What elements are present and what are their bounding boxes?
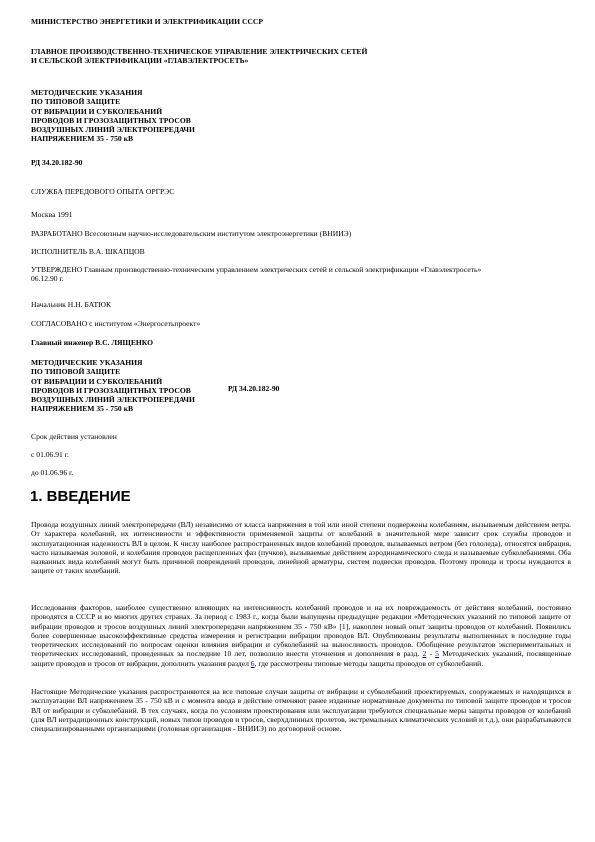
paragraph-text: , где рассмотрены типовые методы защиты проводов от субколебаний.	[254, 658, 484, 668]
document-title	[31, 88, 195, 144]
intro-paragraph-2	[31, 603, 571, 668]
chief: Начальник Н.Н. БАТЮК	[31, 300, 112, 309]
section-title: 1. ВВЕДЕНИЕ	[30, 488, 131, 505]
table-title-line: ПО ТИПОВОЙ ЗАЩИТЕ	[31, 367, 121, 377]
service-name: СЛУЖБА ПЕРЕДОВОГО ОПЫТА ОРГРЭС	[31, 187, 175, 196]
table-title-line: НАПРЯЖЕНИЕМ 35 - 750 кВ	[31, 404, 134, 414]
table-title-line: ВОЗДУШНЫХ ЛИНИЙ ЭЛЕКТРОПЕРЕДАЧИ	[31, 395, 195, 405]
paragraph-text: Методических указаний, посвященные защите проводов и тросов от вибрации, дополнить указания раздел	[31, 649, 571, 668]
section-link-5[interactable]: 5	[435, 649, 439, 659]
approved-by	[31, 265, 571, 284]
approved-line: УТВЕРЖДЕНО Главным производственно-техническим управлением электрических сетей и сельской электрификации «Главэлектросеть»	[31, 265, 482, 274]
developed-by: РАЗРАБОТАНО Всесоюзным научно-исследовательским институтом электроэнергетики (ВНИИЭ)	[31, 229, 352, 238]
validity-label: Срок действия установлен	[31, 432, 117, 441]
ministry-heading: МИНИСТЕРСТВО ЭНЕРГЕТИКИ И ЭЛЕКТРИФИКАЦИИ СССР	[31, 17, 264, 26]
table-title-line: ОТ ВИБРАЦИИ И СУБКОЛЕБАНИЙ	[31, 376, 163, 386]
department-line: ГЛАВНОЕ ПРОИЗВОДСТВЕННО-ТЕХНИЧЕСКОЕ УПРАВЛЕНИЕ ЭЛЕКТРИЧЕСКИХ СЕТЕЙ	[31, 47, 368, 56]
approved-date: 06.12.90 г.	[31, 274, 64, 284]
intro-paragraph-3: Настоящие Методические указания распространяются на все типовые случаи защиты от вибрации и субколебаний проектируемых, сооружаемых и находящихся в эксплуатации ВЛ напряжением 35 - 750 кВ и с момента ввода в действие отменяют ранее изданные нормативные документы по типовой защите проводов и тросов ВЛ от вибрации и субколебаний. В тех случаях, когда по условиям проектирования или эксплуатации требуются специальные меры защиты проводов от колебаний (для ВЛ нетрадиционных конструкций, новых типов проводов и тросов, сверхдлинных пролетов, экстремальных климатических условий и т.д.), они разрабатываются специализированными организациями (головная организация - ВНИИЭ) по договорной основе.	[31, 687, 571, 734]
paragraph-text: Исследования факторов, наиболее существенно влияющих на интенсивность колебаний проводов и на их повреждаемость от действия колебаний, постоянно проводятся в СССР и во многих других странах. За период с 1983 г., когда были выпущены предыдущие редакции «Методических указаний по типовой защите от вибрации проводов и тросов воздушных линий электропередачи напряжением 35 - 750 кВ» [1], накоплен новый опыт защиты проводов от колебаний. Появились более совершенные высокоэффективные средства измерения и регистрации вибрации проводов ВЛ. Опубликованы результаты выполненных в последние годы теоретических исследований по вопросам оценки влияния вибрации и субколебаний на выносливость проводов. Обобщение результатов экспериментальных и теоретических исследований, проведенных за последние 10 лет, позволило внести уточнения и дополнения в разд.	[31, 603, 571, 659]
table-title-line: МЕТОДИЧЕСКИЕ УКАЗАНИЯ	[31, 358, 143, 367]
chief-engineer: Главный инженер В.С. ЛЯЩЕНКО	[31, 338, 154, 347]
table-title-line: ПРОВОДОВ И ГРОЗОЗАЩИТНЫХ ТРОСОВ	[31, 385, 191, 395]
city-year: Москва 1991	[31, 210, 73, 219]
paragraph-text: -	[426, 649, 436, 659]
title-line: МЕТОДИЧЕСКИЕ УКАЗАНИЯ	[31, 88, 143, 97]
executor: ИСПОЛНИТЕЛЬ В.А. ШКАПЦОВ	[31, 247, 145, 256]
title-table-left	[31, 358, 221, 414]
department-line: И СЕЛЬСКОЙ ЭЛЕКТРИФИКАЦИИ «ГЛАВЭЛЕКТРОСЕТЬ»	[31, 56, 249, 66]
document-code: РД 34.20.182-90	[31, 158, 83, 167]
section-link-6[interactable]: 6	[250, 658, 255, 668]
title-line: ПРОВОДОВ И ГРОЗОЗАЩИТНЫХ ТРОСОВ	[31, 115, 191, 125]
validity-to: до 01.06.96 г.	[31, 468, 74, 477]
intro-paragraph-1: Провода воздушных линий электропередачи (ВЛ) независимо от класса напряжения в той или иной степени подвержены колебаниям, вызываемым действием ветра. От характера колебаний, их интенсивности и эффективности применяемой защиты от колебаний в значительной мере зависит срок службы проводов и эксплуатационная надежность ВЛ в целом. К числу наиболее распространенных видов колебаний проводов, вызываемых ветром (без гололеда), относятся вибрация, часто называемая эоловой, и колебания проводов расщепленных фаз (пучков), вызываемые действием аэродинамического следа и называемые субколебаниями. Оба названных вида колебаний могут быть причиной повреждений проводов, линейной арматуры, систем подвески проводов. Поэтому провода и тросы нуждаются в защите от таких колебаний.	[31, 520, 571, 576]
validity-from: с 01.06.91 г.	[31, 450, 69, 459]
title-line: ПО ТИПОВОЙ ЗАЩИТЕ	[31, 97, 121, 107]
title-line: ВОЗДУШНЫХ ЛИНИЙ ЭЛЕКТРОПЕРЕДАЧИ	[31, 125, 195, 135]
section-link-2[interactable]: 2	[422, 649, 427, 659]
title-line: ОТ ВИБРАЦИИ И СУБКОЛЕБАНИЙ	[31, 106, 163, 116]
agreed-with: СОГЛАСОВАНО с институтом «Энергосетьпроект»	[31, 319, 201, 328]
department-heading	[31, 47, 367, 66]
table-document-code: РД 34.20.182-90	[228, 384, 280, 393]
title-line: НАПРЯЖЕНИЕМ 35 - 750 кВ	[31, 134, 134, 144]
